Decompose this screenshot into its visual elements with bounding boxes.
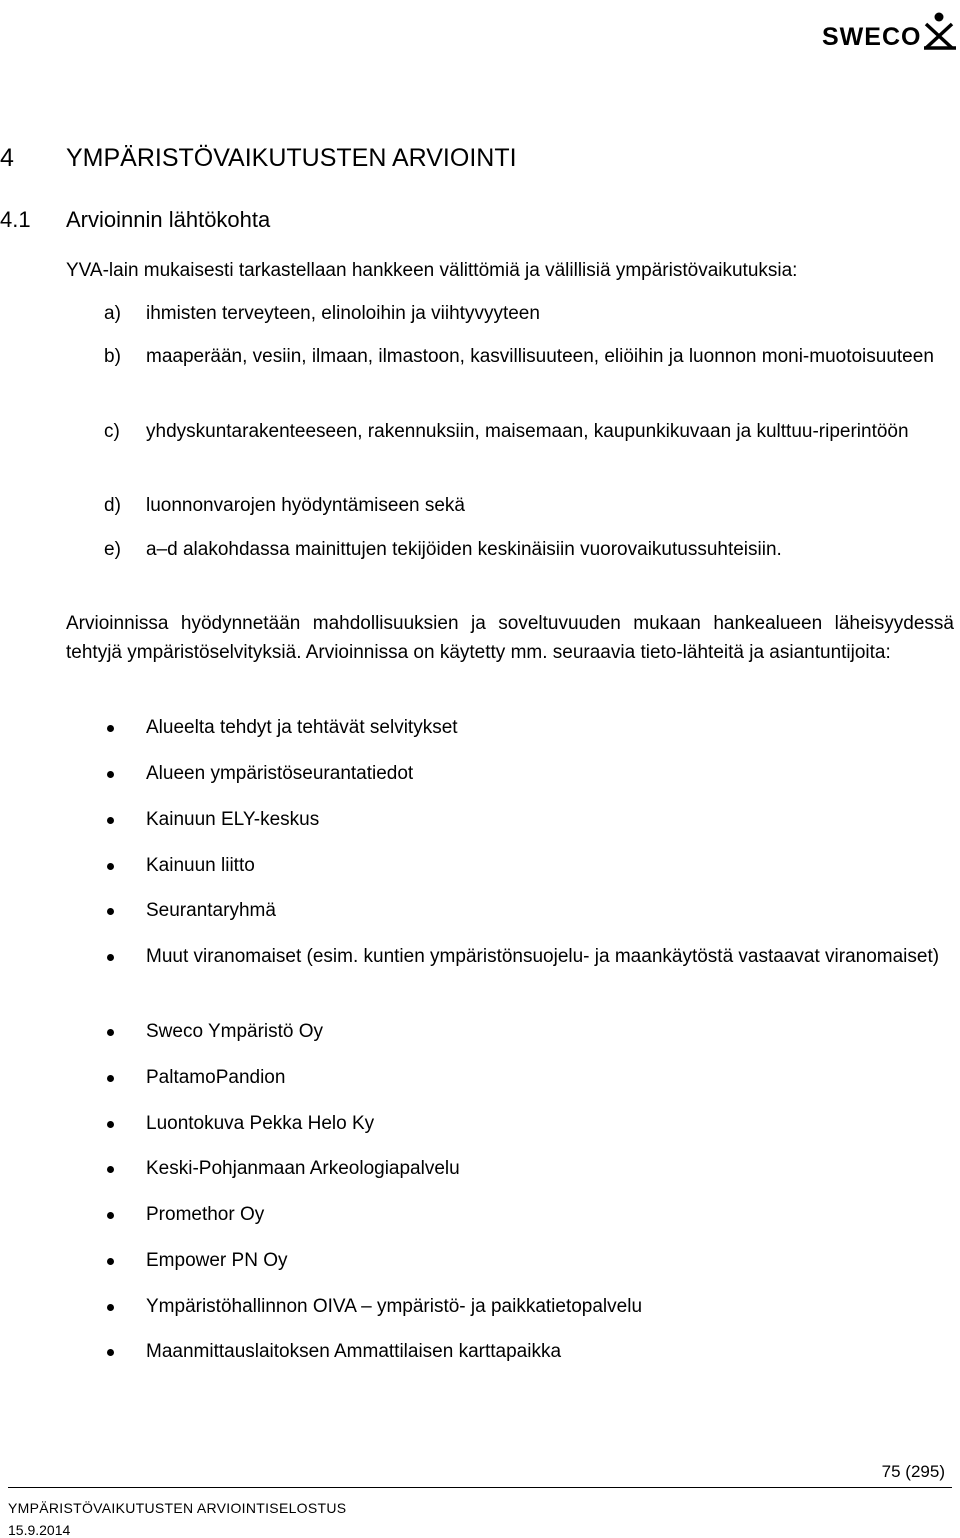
bullet-item <box>66 805 954 834</box>
bullet-item <box>66 713 954 742</box>
section-title: Arvioinnin lähtökohta <box>66 207 271 232</box>
bullet-icon <box>107 1075 114 1082</box>
bullet-item <box>66 1292 954 1321</box>
bullet-text: Luontokuva Pekka Helo Ky <box>146 1113 375 1134</box>
sources-paragraph: Arvioinnissa hyödynnetään mahdollisuuksien ja soveltuvuuden mukaan hankealueen läheisyydessä tehtyjä ympäristöselvityksiä. Arvioinnissa on käytetty mm. seuraavia tieto-lähteitä ja asiantuntijoita: <box>66 613 954 663</box>
bullet-icon <box>107 1212 114 1219</box>
item-marker: d) <box>104 495 121 516</box>
bullet-text: Empower PN Oy <box>146 1250 288 1271</box>
bullet-text: Sweco Ympäristö Oy <box>146 1021 324 1042</box>
item-marker: c) <box>104 421 120 442</box>
item-marker: e) <box>104 539 121 560</box>
bullet-item <box>66 1109 954 1138</box>
sweco-figure-icon <box>920 10 960 50</box>
intro-paragraph: YVA-lain mukaisesti tarkastellaan hankkeen välittömiä ja välillisiä ympäristövaikutuksia: <box>66 260 798 281</box>
bullet-item <box>66 1246 954 1275</box>
bullet-icon <box>107 1349 114 1356</box>
bullet-icon <box>107 1029 114 1036</box>
bullet-icon <box>107 954 114 961</box>
bullet-icon <box>107 1121 114 1128</box>
section-number: 4.1 <box>0 207 31 232</box>
bullet-text: Alueelta tehdyt ja tehtävät selvitykset <box>146 717 458 738</box>
bullet-text: Kainuun liitto <box>146 855 255 876</box>
bullet-text: Seurantaryhmä <box>146 900 276 921</box>
list-item <box>66 342 954 371</box>
bullet-text: PaltamoPandion <box>146 1067 286 1088</box>
item-text: maaperään, vesiin, ilmaan, ilmastoon, kasvillisuuteen, eliöihin ja luonnon moni-muotoisuuteen <box>146 346 934 367</box>
item-text: yhdyskuntarakenteeseen, rakennuksiin, maisemaan, kaupunkikuvaan ja kulttuu-riperintöön <box>146 421 909 442</box>
bullet-icon <box>107 1166 114 1173</box>
bullet-text: Ympäristöhallinnon OIVA – ympäristö- ja paikkatietopalvelu <box>146 1296 643 1317</box>
bullet-item <box>66 1017 954 1046</box>
bullet-text: Muut viranomaiset (esim. kuntien ympäristönsuojelu- ja maankäytöstä vastaavat viranomaiset) <box>146 946 940 967</box>
footer-divider <box>8 1487 952 1488</box>
bullet-item <box>66 851 954 880</box>
page-number: 75 (295) <box>881 1462 945 1481</box>
bullet-text: Maanmittauslaitoksen Ammattilaisen karttapaikka <box>146 1341 562 1362</box>
item-marker: a) <box>104 303 121 324</box>
sweco-logo <box>820 10 960 50</box>
bullet-item <box>66 1200 954 1229</box>
chapter-heading <box>0 144 517 173</box>
bullet-item <box>66 942 954 971</box>
list-item <box>66 417 954 446</box>
item-text: luonnonvarojen hyödyntämiseen sekä <box>146 495 465 516</box>
bullet-icon <box>107 908 114 915</box>
bullet-icon <box>107 863 114 870</box>
list-item <box>66 535 954 564</box>
footer-date: 15.9.2014 <box>8 1522 71 1538</box>
bullet-text: Kainuun ELY-keskus <box>146 809 320 830</box>
list-item <box>66 491 954 520</box>
logo-text: SWECO <box>822 23 922 51</box>
bullet-text: Keski-Pohjanmaan Arkeologiapalvelu <box>146 1158 460 1179</box>
footer-document-title: YMPÄRISTÖVAIKUTUSTEN ARVIOINTISELOSTUS <box>8 1500 347 1516</box>
item-marker: b) <box>104 346 121 367</box>
item-text: a–d alakohdassa mainittujen tekijöiden keskinäisiin vuorovaikutussuhteisiin. <box>146 539 782 560</box>
bullet-item <box>66 896 954 925</box>
list-item <box>66 299 954 328</box>
item-text: ihmisten terveyteen, elinoloihin ja viihtyvyyteen <box>146 303 540 324</box>
bullet-item <box>66 759 954 788</box>
bullet-icon <box>107 725 114 732</box>
bullet-icon <box>107 1258 114 1265</box>
chapter-number: 4 <box>0 144 14 172</box>
chapter-title: YMPÄRISTÖVAIKUTUSTEN ARVIOINTI <box>66 144 517 172</box>
bullet-item <box>66 1337 954 1366</box>
bullet-text: Promethor Oy <box>146 1204 265 1225</box>
bullet-item <box>66 1063 954 1092</box>
bullet-icon <box>107 1304 114 1311</box>
bullet-item <box>66 1154 954 1183</box>
section-heading <box>0 207 270 233</box>
bullet-text: Alueen ympäristöseurantatiedot <box>146 763 414 784</box>
bullet-icon <box>107 817 114 824</box>
bullet-icon <box>107 771 114 778</box>
